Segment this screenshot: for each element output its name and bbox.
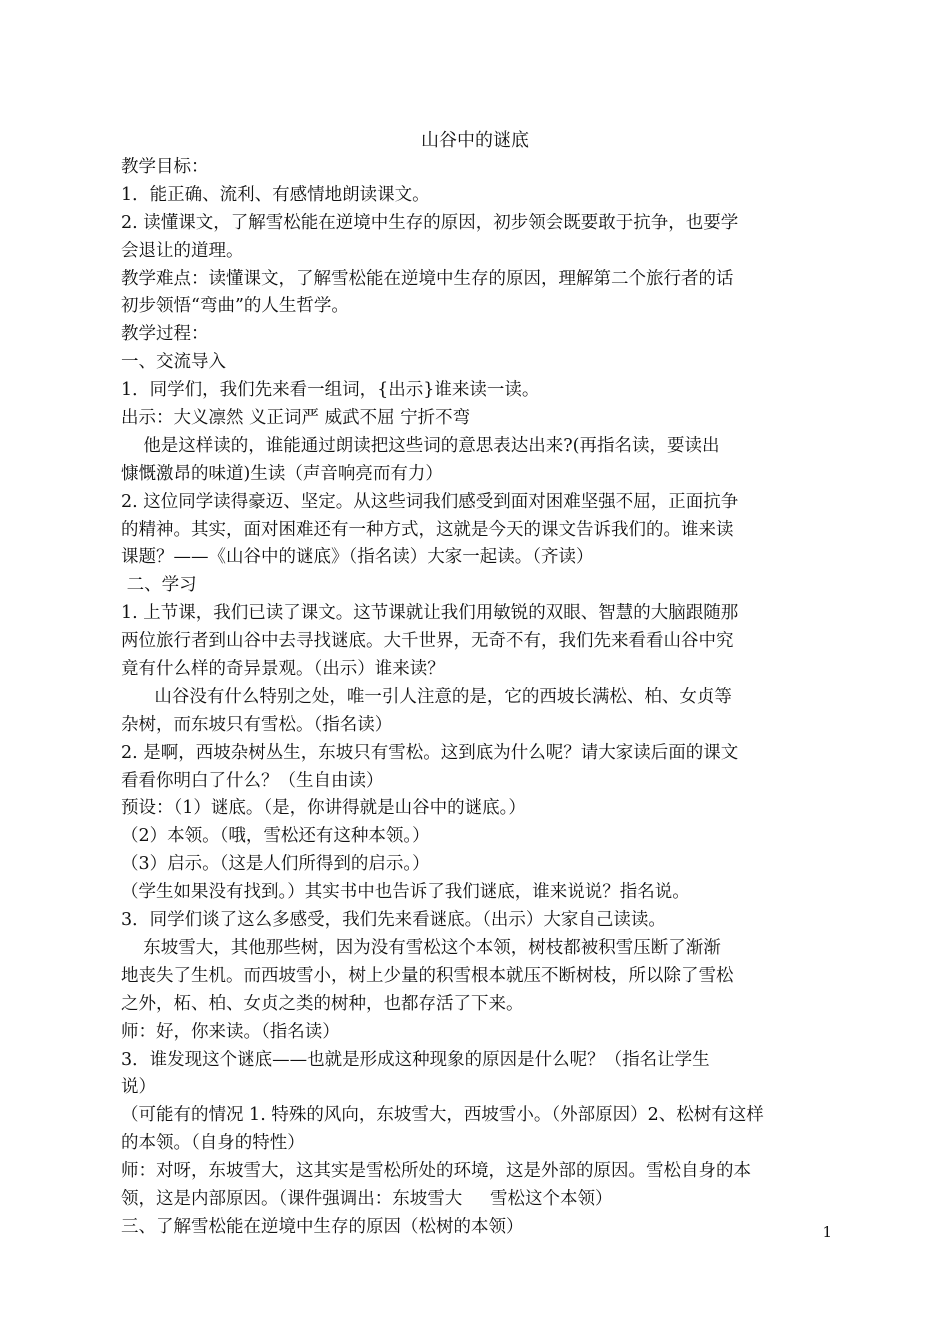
- text-line: 3．同学们谈了这么多感受，我们先来看谜底。（出示）大家自己读读。: [121, 910, 666, 931]
- document-body: [121, 154, 833, 1242]
- text-line: 2. 这位同学读得豪迈、坚定。从这些词我们感受到面对困难坚强不屈，正面抗争: [121, 491, 739, 512]
- page-number: 1: [822, 1223, 832, 1241]
- text-line: 1．能正确、流利、有感情地朗读课文。: [121, 184, 430, 205]
- text-line: 师：对呀，东坡雪大，这其实是雪松所处的环境，这是外部的原因。雪松自身的本: [121, 1161, 751, 1182]
- text-line: 教学难点：读懂课文，了解雪松能在逆境中生存的原因，理解第二个旅行者的话: [121, 268, 734, 289]
- text-line: 1. 上节课，我们已读了课文。这节课就让我们用敏锐的双眼、智慧的大脑跟随那: [121, 603, 739, 624]
- text-line: 杂树，而东坡只有雪松。（指名读）: [121, 714, 393, 735]
- text-line: （3）启示。（这是人们所得到的启示。）: [121, 854, 430, 875]
- text-line: 二、学习: [121, 575, 197, 596]
- text-line: 领，这是内部原因。（课件强调出：东坡雪大 雪松这个本领）: [121, 1188, 613, 1209]
- text-line: 地丧失了生机。而西坡雪小，树上少量的积雪根本就压不断树枝，所以除了雪松: [121, 965, 734, 986]
- text-line: 会退让的道理。: [121, 240, 244, 261]
- text-line: 说）: [121, 1077, 156, 1098]
- text-line: 初步领悟“弯曲”的人生哲学。: [121, 296, 349, 317]
- text-line: 东坡雪大，其他那些树，因为没有雪松这个本领，树枝都被积雪压断了渐渐: [121, 937, 721, 958]
- text-line: 之外，柘、柏、女贞之类的树种，也都存活了下来。: [121, 993, 524, 1014]
- text-line: 教学过程：: [121, 324, 209, 345]
- text-line: 看看你明白了什么？（生自由读）: [121, 770, 384, 791]
- document-title: 山谷中的谜底: [421, 130, 529, 151]
- text-line: 的本领。（自身的特性）: [121, 1133, 305, 1154]
- text-line: 他是这样读的，谁能通过朗读把这些词的意思表达出来?(再指名读，要读出: [121, 435, 720, 456]
- text-line: 竟有什么样的奇异景观。（出示）谁来读？: [121, 659, 445, 680]
- text-line: 3．谁发现这个谜底——也就是形成这种现象的原因是什么呢？（指名让学生: [121, 1049, 710, 1070]
- text-line: 两位旅行者到山谷中去寻找谜底。大千世界，无奇不有，我们先来看看山谷中究: [121, 631, 734, 652]
- text-line: （2）本领。（哦，雪松还有这种本领。）: [121, 826, 430, 847]
- text-line: 慷慨激昂的味道)生读（声音响亮而有力）: [121, 463, 443, 484]
- text-line: 师：好，你来读。（指名读）: [121, 1021, 340, 1042]
- text-line: 预设：（1）谜底。（是，你讲得就是山谷中的谜底。）: [121, 798, 526, 819]
- text-line: 课题？——《山谷中的谜底》（指名读）大家一起读。（齐读）: [121, 547, 594, 568]
- text-line: 1．同学们，我们先来看一组词，{出示}谁来读一读。: [121, 380, 540, 401]
- text-line: 三、了解雪松能在逆境中生存的原因（松树的本领）: [121, 1216, 524, 1237]
- text-line: 2. 读懂课文，了解雪松能在逆境中生存的原因，初步领会既要敢于抗争，也要学: [121, 212, 739, 233]
- text-line: 2. 是啊，西坡杂树丛生，东坡只有雪松。这到底为什么呢？请大家读后面的课文: [121, 742, 739, 763]
- text-line: 一、交流导入: [121, 352, 226, 373]
- text-line: 山谷没有什么特别之处，唯一引人注意的是，它的西坡长满松、柏、女贞等: [121, 686, 732, 707]
- text-line: 的精神。其实，面对困难还有一种方式，这就是今天的课文告诉我们的。谁来读: [121, 519, 734, 540]
- text-line: （可能有的情况 1. 特殊的风向，东坡雪大，西坡雪小。（外部原因）2、松树有这样: [121, 1105, 764, 1126]
- text-line: （学生如果没有找到。）其实书中也告诉了我们谜底，谁来说说？指名说。: [121, 882, 690, 903]
- text-line: 出示：大义凛然 义正词严 威武不屈 宁折不弯: [121, 408, 471, 429]
- text-line: 教学目标：: [121, 157, 209, 177]
